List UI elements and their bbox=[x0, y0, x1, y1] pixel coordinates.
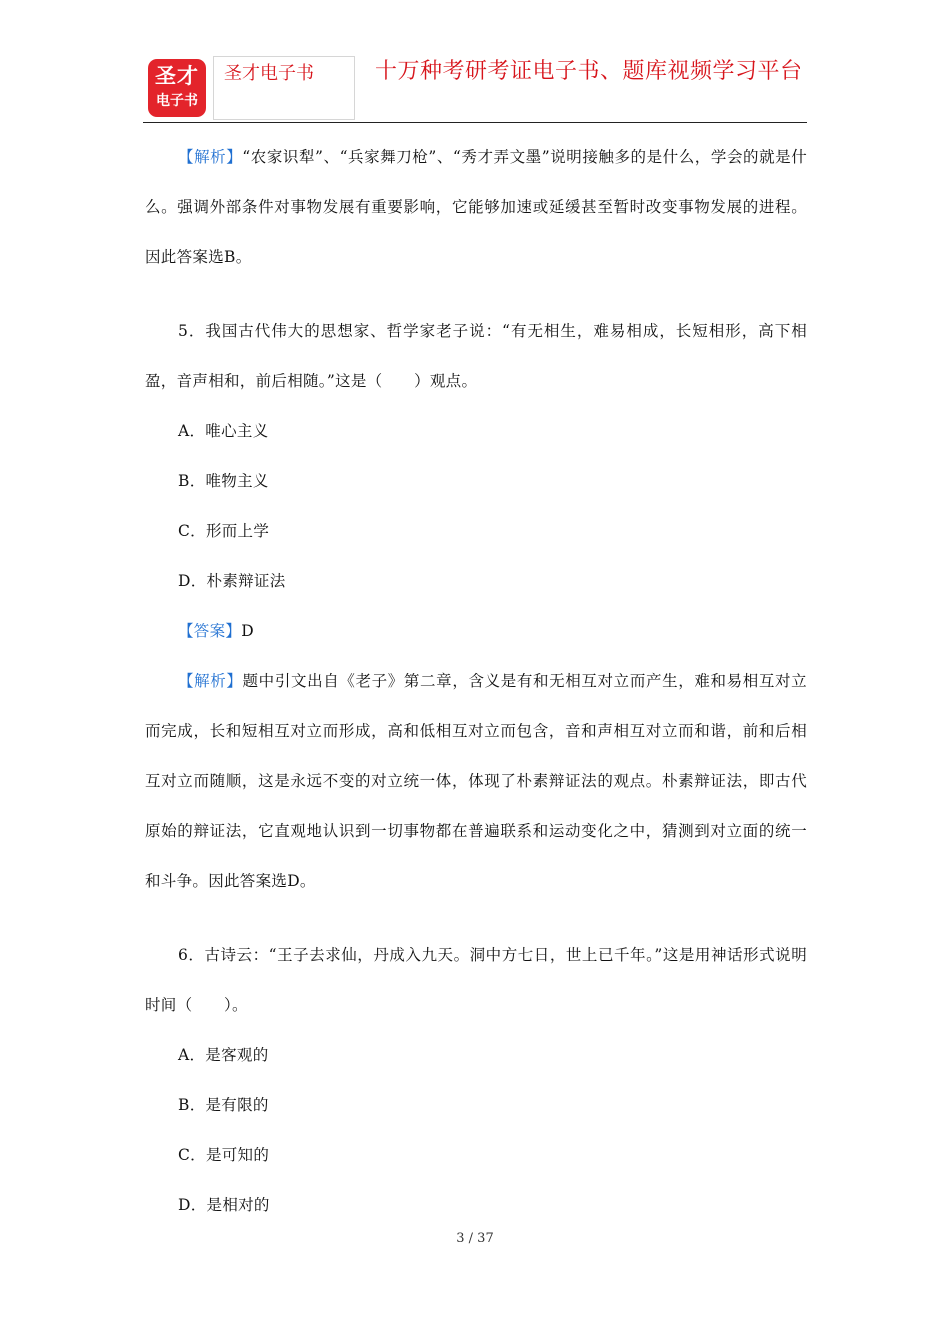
header-divider bbox=[143, 122, 807, 123]
q5-answer bbox=[145, 606, 807, 656]
header-slogan: 十万种考研考证电子书、题库视频学习平台 bbox=[375, 59, 803, 84]
q5-stem: 5．我国古代伟大的思想家、哲学家老子说：“有无相生，难易相成，长短相形，高下相盈，音声相和，前后相随。”这是（ ）观点。 bbox=[145, 322, 807, 390]
analysis-tag: 【解析】 bbox=[178, 148, 243, 166]
answer-tag: 【答案】 bbox=[178, 622, 242, 640]
logo-top-text: 圣才 bbox=[155, 64, 199, 88]
q5-option-b: B．唯物主义 bbox=[178, 472, 269, 490]
spacer bbox=[145, 282, 807, 306]
q4-analysis bbox=[145, 132, 807, 282]
analysis-tag: 【解析】 bbox=[178, 672, 243, 690]
q6-option-a: A．是客观的 bbox=[178, 1046, 269, 1064]
logo-bottom-text: 电子书 bbox=[156, 93, 198, 109]
document-body bbox=[145, 132, 807, 1230]
brand-logo bbox=[148, 59, 206, 117]
answer-value: D bbox=[241, 622, 254, 640]
page-number: 3 / 37 bbox=[456, 1231, 494, 1246]
q5-option-d: D．朴素辩证法 bbox=[178, 572, 286, 590]
q5-option-a: A．唯心主义 bbox=[178, 422, 269, 440]
brand-box bbox=[213, 56, 355, 120]
q5-analysis bbox=[145, 656, 807, 906]
q5-option-c: C．形而上学 bbox=[178, 522, 270, 540]
brand-name: 圣才电子书 bbox=[224, 63, 314, 84]
analysis-text: 题中引文出自《老子》第二章，含义是有和无相互对立而产生，难和易相互对立而完成，长和短相互对立而形成，高和低相互对立而包含，音和声相互对立而和谐，前和后相互对立而随顺，这是永远不变的对立统一体，体现了朴素辩证法的观点。朴素辩证法，即古代原始的辩证法，它直观地认识到一切事物都在普遍联系和运动变化之中，猜测到对立面的统一和斗争。因此答案选D。 bbox=[145, 672, 807, 890]
q6-stem: 6．古诗云：“王子去求仙，丹成入九天。洞中方七日，世上已千年。”这是用神话形式说明时间（ ）。 bbox=[145, 946, 807, 1014]
analysis-text: “农家识犁”、“兵家舞刀枪”、“秀才弄文墨”说明接触多的是什么，学会的就是什么。强调外部条件对事物发展有重要影响，它能够加速或延缓甚至暂时改变事物发展的进程。因此答案选B。 bbox=[145, 148, 807, 266]
q6-option-c: C．是可知的 bbox=[178, 1146, 270, 1164]
page-header bbox=[143, 50, 807, 122]
q6-option-d: D．是相对的 bbox=[178, 1196, 270, 1214]
spacer bbox=[145, 906, 807, 930]
q6-option-b: B．是有限的 bbox=[178, 1096, 269, 1114]
